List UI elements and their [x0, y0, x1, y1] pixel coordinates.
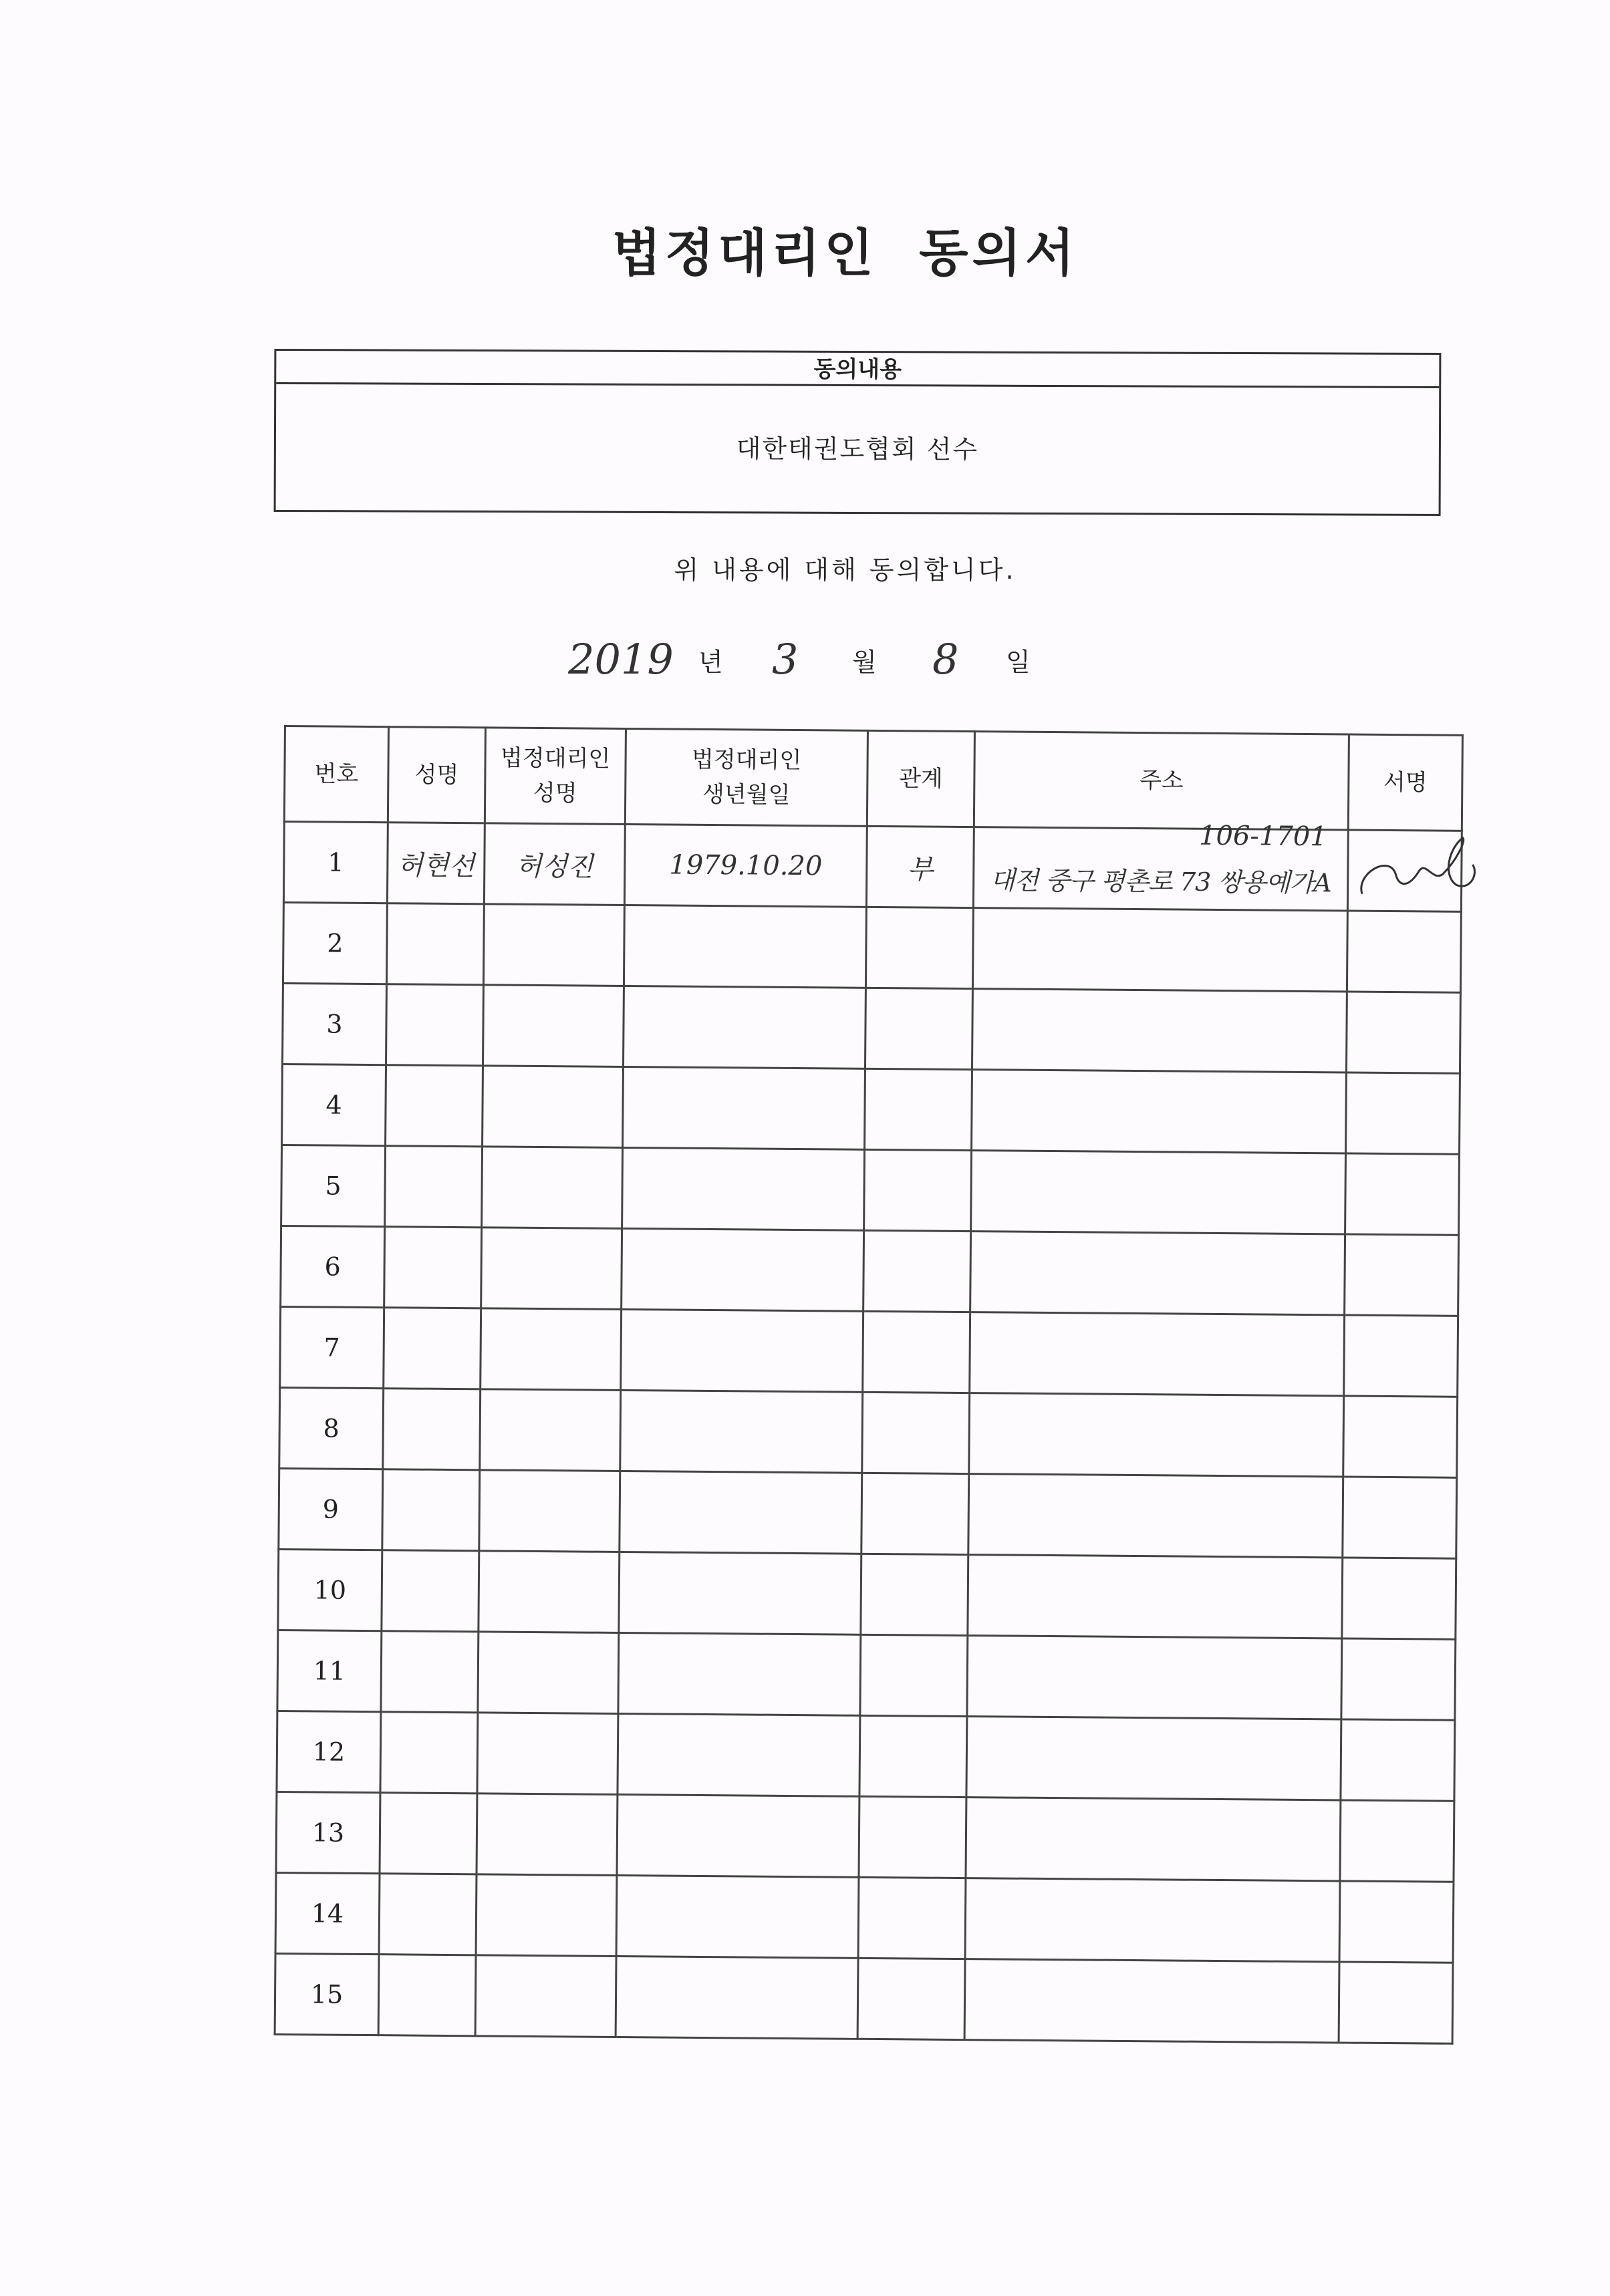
table-row [283, 903, 1461, 993]
cell-number: 9 [279, 1468, 383, 1550]
header-name: 성명 [388, 727, 485, 823]
table-row [277, 1711, 1455, 1801]
table-header-row [284, 726, 1462, 831]
table-row [275, 1953, 1453, 2043]
header-guardian-name [485, 728, 626, 825]
agree-statement: 위 내용에 대해 동의합니다. [674, 555, 1017, 585]
header-address: 주소 [974, 732, 1349, 830]
table-row [283, 983, 1461, 1073]
address-main: 대전 중구 평촌로 73 쌍용예가A [990, 865, 1331, 897]
consent-header: 동의내용 [276, 351, 1439, 388]
date-year: 2019 [568, 635, 674, 684]
cell-guardian-name: 허성진 [484, 823, 625, 905]
cell-number: 8 [279, 1387, 384, 1469]
cell-number: 13 [276, 1791, 380, 1873]
cell-address [973, 820, 1348, 911]
date-month: 3 [772, 635, 799, 684]
table-row [276, 1791, 1454, 1882]
consent-content-box [274, 349, 1442, 516]
cell-number: 7 [280, 1306, 384, 1388]
table-row [279, 1468, 1457, 1558]
cell-number: 3 [283, 983, 387, 1064]
date-day: 8 [932, 635, 959, 684]
header-guardian-dob-line2: 생년월일 [702, 780, 791, 809]
cell-number: 1 [283, 822, 388, 903]
header-guardian-dob-line1: 법정대리인 [691, 746, 802, 774]
header-guardian-dob [625, 729, 867, 827]
date-month-unit: 월 [852, 648, 877, 677]
address-unit: 106-1701 [1198, 820, 1327, 853]
header-guardian-name-line1: 법정대리인 [500, 744, 611, 772]
date-line [568, 635, 1103, 688]
document-title: 법정대리인 동의서 [612, 223, 1079, 283]
date-year-unit: 년 [698, 648, 723, 677]
cell-number: 6 [281, 1226, 385, 1307]
table-row [275, 1872, 1454, 1963]
table-row [280, 1306, 1458, 1397]
table-row [282, 1064, 1460, 1154]
guardian-table [274, 725, 1464, 2045]
table-row [279, 1387, 1458, 1477]
header-signature: 서명 [1348, 734, 1462, 831]
header-number: 번호 [284, 726, 388, 823]
table-row [277, 1630, 1456, 1720]
cell-number: 4 [282, 1064, 386, 1145]
cell-number: 10 [278, 1549, 382, 1630]
table-row [281, 1226, 1459, 1316]
cell-number: 11 [277, 1630, 382, 1711]
table-row [283, 822, 1462, 912]
cell-number: 5 [281, 1145, 386, 1226]
cell-name: 허현선 [387, 823, 485, 904]
cell-number: 15 [275, 1953, 379, 2035]
signature-mark [1349, 834, 1483, 909]
header-guardian-name-line2: 성명 [533, 779, 577, 807]
cell-number: 2 [283, 903, 387, 984]
date-day-unit: 일 [1006, 648, 1031, 677]
cell-number: 14 [275, 1872, 380, 1954]
guardian-table-wrapper [274, 725, 1464, 2045]
consent-content: 대한태권도협회 선수 [736, 434, 979, 464]
cell-number: 12 [277, 1711, 381, 1792]
cell-signature [1347, 830, 1462, 911]
table-row [281, 1145, 1460, 1235]
cell-guardian-dob: 1979.10.20 [624, 825, 867, 907]
header-relation: 관계 [867, 730, 974, 827]
cell-relation: 부 [866, 826, 974, 907]
table-row [278, 1549, 1456, 1639]
